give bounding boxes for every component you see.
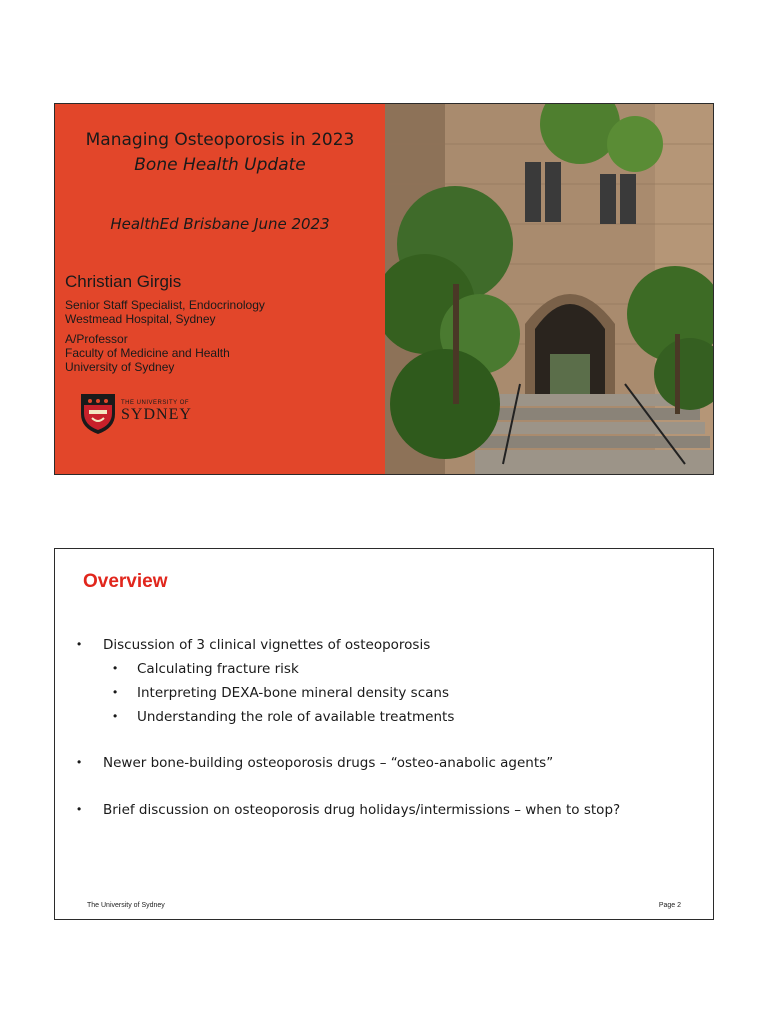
- speaker-title: A/Professor: [65, 332, 128, 346]
- bullet-icon: •: [113, 709, 118, 723]
- speaker-role: Senior Staff Specialist, Endocrinology: [65, 298, 265, 312]
- bullet-item: Newer bone-building osteoporosis drugs – “osteo-anabolic agents”: [103, 755, 554, 771]
- title-slide: [54, 103, 714, 475]
- page-number: Page 2: [658, 902, 681, 909]
- sandstone-building-photo: [385, 104, 714, 474]
- presentation-title: Managing Osteoporosis in 2023: [85, 130, 355, 150]
- bullet-icon: •: [113, 661, 118, 675]
- presentation-subtitle: Bone Health Update: [134, 155, 306, 175]
- footer-institution: The University of Sydney: [87, 902, 165, 909]
- logo-line1: THE UNIVERSITY OF: [121, 400, 190, 406]
- bullet-icon: •: [77, 755, 82, 769]
- sub-bullet-item: Calculating fracture risk: [137, 661, 299, 677]
- slide-title: Overview: [83, 571, 168, 592]
- logo-line2: SYDNEY: [121, 406, 192, 423]
- bullet-icon: •: [113, 685, 118, 699]
- university-logo: [79, 392, 199, 436]
- bullet-item: Discussion of 3 clinical vignettes of osteoporosis: [103, 637, 431, 653]
- building-photo-image: [385, 104, 714, 475]
- speaker-faculty: Faculty of Medicine and Health: [65, 346, 230, 360]
- bullet-item: Brief discussion on osteoporosis drug holidays/intermissions – when to stop?: [103, 802, 621, 818]
- overview-slide: [54, 548, 714, 920]
- speaker-university: University of Sydney: [65, 360, 175, 374]
- event-name: HealthEd Brisbane June 2023: [110, 215, 330, 233]
- sub-bullet-item: Interpreting DEXA-bone mineral density scans: [137, 685, 449, 701]
- sub-bullet-item: Understanding the role of available treatments: [137, 709, 455, 725]
- bullet-icon: •: [77, 802, 82, 816]
- title-panel: [55, 104, 385, 474]
- speaker-hospital: Westmead Hospital, Sydney: [65, 312, 216, 326]
- speaker-name: Christian Girgis: [65, 272, 182, 291]
- bullet-icon: •: [77, 637, 82, 651]
- crest-icon: [79, 392, 117, 436]
